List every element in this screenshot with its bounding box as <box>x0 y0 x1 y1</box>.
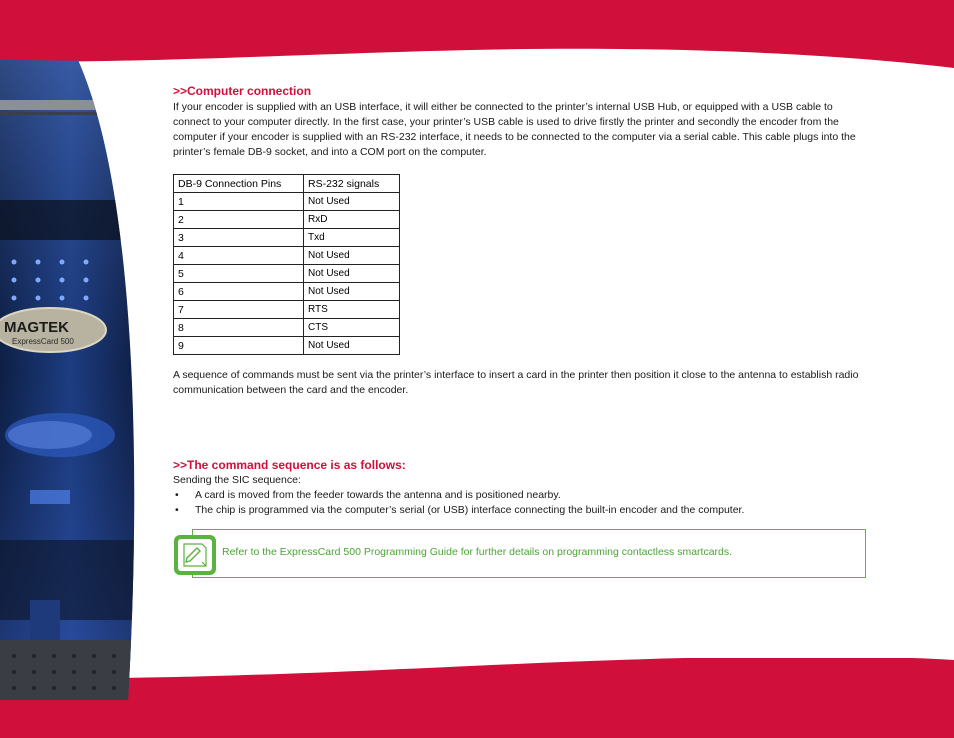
table-row <box>174 319 400 337</box>
table-row <box>174 211 400 229</box>
printer-model-logo: ExpressCard 500 <box>12 337 74 346</box>
table-row <box>174 265 400 283</box>
table-row <box>174 193 400 211</box>
pin-cell: 1 <box>174 193 304 211</box>
table-header-row <box>174 175 400 193</box>
pin-cell: 9 <box>174 337 304 355</box>
note-pencil-icon <box>173 534 217 576</box>
command-intro-section <box>173 368 863 398</box>
signal-cell: RTS <box>304 301 400 319</box>
note-text: Refer to the ExpressCard 500 Programming Guide for further details on programming contactless smartcards. <box>222 546 733 558</box>
signal-cell: Not Used <box>304 337 400 355</box>
signal-cell: Not Used <box>304 283 400 301</box>
pin-cell: 4 <box>174 247 304 265</box>
pin-cell: 7 <box>174 301 304 319</box>
list-item: • The chip is programmed via the computer’s serial (or USB) interface connecting the built-in encoder and the computer. <box>173 503 863 518</box>
command-sequence-intro: Sending the SIC sequence: <box>173 474 301 486</box>
signal-cell: Not Used <box>304 247 400 265</box>
signals-column-header: RS-232 signals <box>304 175 400 193</box>
command-steps-list <box>173 488 863 518</box>
table-row <box>174 229 400 247</box>
pin-cell: 6 <box>174 283 304 301</box>
command-intro-text: A sequence of commands must be sent via the printer’s interface to insert a card in the printer then position it close to the antenna to establish radio communication between the card and the encoder. <box>173 369 859 396</box>
bottom-red-band <box>0 658 954 738</box>
command-sequence-heading: >>The command sequence is as follows: <box>173 458 406 472</box>
table-row <box>174 301 400 319</box>
signal-cell: Not Used <box>304 193 400 211</box>
signal-cell: Not Used <box>304 265 400 283</box>
pins-column-header: DB-9 Connection Pins <box>174 175 304 193</box>
db9-pins-table <box>173 174 400 355</box>
computer-connection-heading: >>Computer connection <box>173 84 312 98</box>
table-row <box>174 283 400 301</box>
pin-cell: 8 <box>174 319 304 337</box>
signal-cell: CTS <box>304 319 400 337</box>
computer-connection-text: If your encoder is supplied with an USB interface, it will either be connected to the printer’s internal USB Hub, or equipped with a USB cable to connect to your computer directly. In the first case, your printer’s USB cable is used to drive firstly the printer and secondly the encoder from the computer if your encoder is supplied with an RS-232 interface, it needs to be connected to the computer via a serial cable. This cable plugs into the printer’s female DB-9 socket, and into a COM port on the computer. <box>173 101 856 158</box>
printer-brand-logo: MAGTEK <box>4 319 69 336</box>
pin-cell: 3 <box>174 229 304 247</box>
printer-photo <box>0 0 140 738</box>
pin-cell: 2 <box>174 211 304 229</box>
top-red-band <box>0 0 954 80</box>
list-item: • A card is moved from the feeder towards the antenna and is positioned nearby. <box>173 488 863 503</box>
pin-cell: 5 <box>174 265 304 283</box>
table-row <box>174 337 400 355</box>
signal-cell: Txd <box>304 229 400 247</box>
table-row <box>174 247 400 265</box>
computer-connection-section <box>173 84 863 160</box>
signal-cell: RxD <box>304 211 400 229</box>
command-sequence-section <box>173 458 863 518</box>
